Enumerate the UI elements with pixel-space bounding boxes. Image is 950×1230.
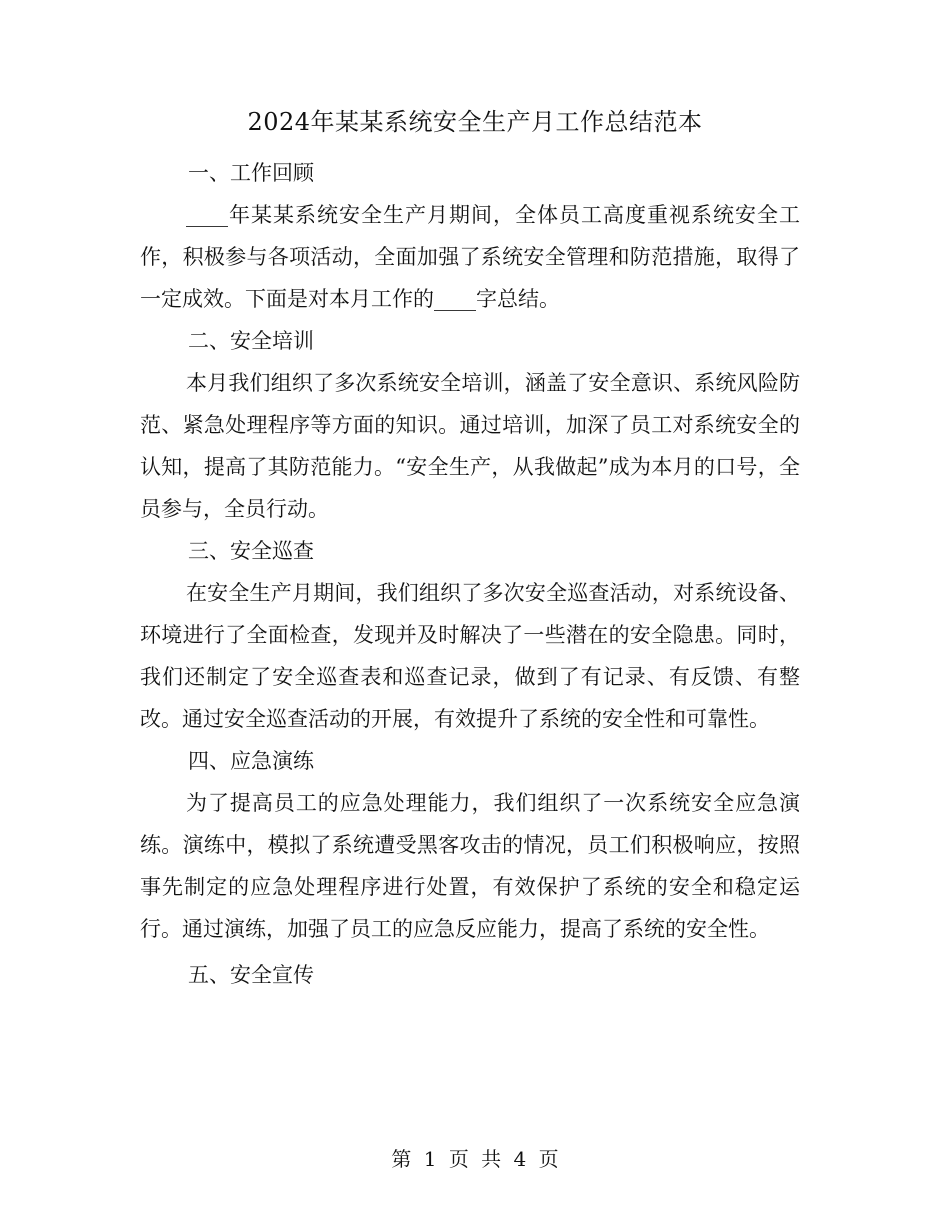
section-heading-review: 一、工作回顾 <box>188 161 314 185</box>
section-heading-publicity: 五、安全宣传 <box>188 963 314 987</box>
section-paragraph-review: ____年某某系统安全生产月期间，全体员工高度重视系统安全工作，积极参与各项活动，全面加强了系统安全管理和防范措施，取得了一定成效。下面是对本月工作的____字总结。 <box>140 203 800 311</box>
section-heading-training: 二、安全培训 <box>188 329 314 353</box>
section-heading-drill: 四、应急演练 <box>188 749 314 773</box>
section-paragraph-drill: 为了提高员工的应急处理能力，我们组织了一次系统安全应急演练。演练中，模拟了系统遭受黑客攻击的情况，员工们积极响应，按照事先制定的应急处理程序进行处置，有效保护了系统的安全和稳定运行。通过演练，加强了员工的应急反应能力，提高了系统的安全性。 <box>140 791 800 941</box>
document-title: 2024年某某系统安全生产月工作总结范本 <box>247 108 703 136</box>
document-body <box>140 152 800 996</box>
section-paragraph-inspection: 在安全生产月期间，我们组织了多次安全巡查活动，对系统设备、环境进行了全面检查，发现并及时解决了一些潜在的安全隐患。同时，我们还制定了安全巡查表和巡查记录，做到了有记录、有反馈、有整改。通过安全巡查活动的开展，有效提升了系统的安全性和可靠性。 <box>140 581 800 731</box>
section-heading-inspection: 三、安全巡查 <box>188 539 314 563</box>
page-number: 第 1 页 共 4 页 <box>391 1147 559 1171</box>
section-paragraph-training: 本月我们组织了多次系统安全培训，涵盖了安全意识、系统风险防范、紧急处理程序等方面的知识。通过培训，加深了员工对系统安全的认知，提高了其防范能力。“安全生产，从我做起”成为本月的口号，全员参与，全员行动。 <box>140 371 800 521</box>
